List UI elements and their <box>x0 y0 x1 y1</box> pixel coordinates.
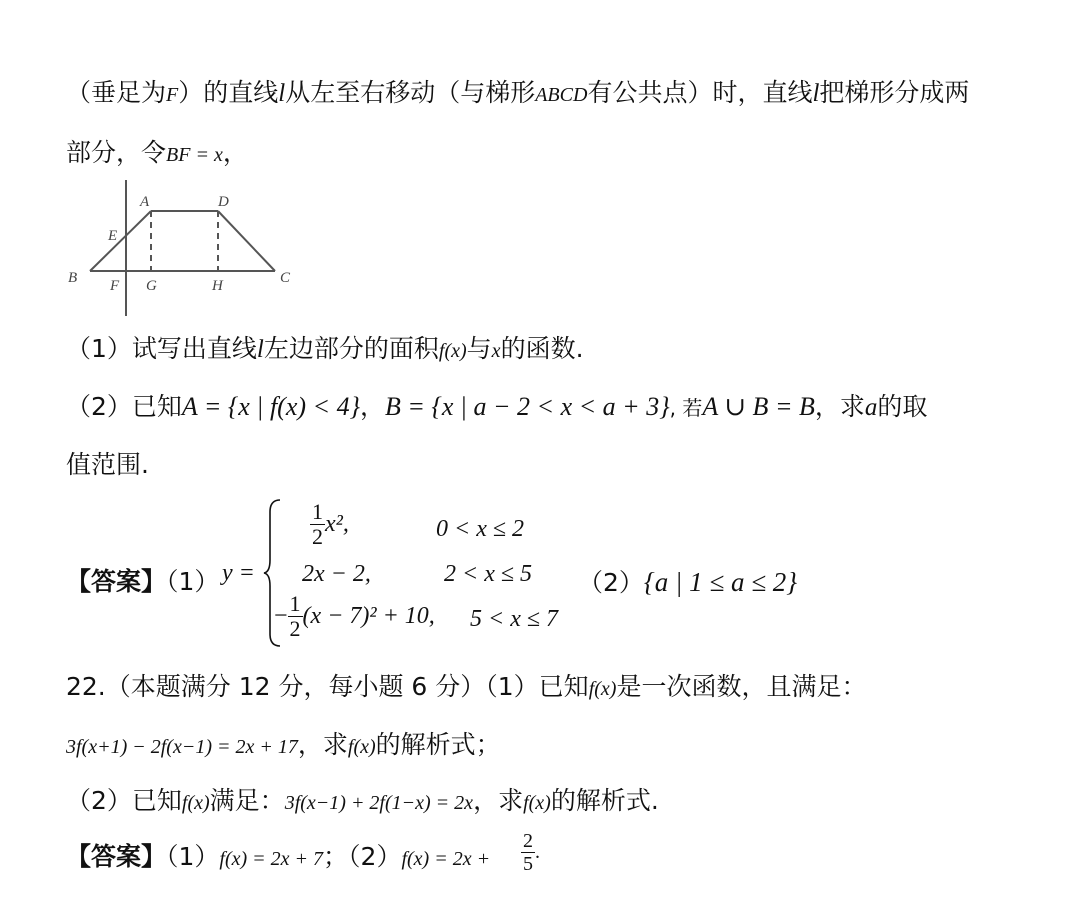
text: （1） <box>166 567 220 596</box>
text: 左边部分的面积 <box>263 334 439 363</box>
label-a: A <box>140 194 150 210</box>
problem-text-line-1 <box>66 76 969 112</box>
text: 的取 <box>877 392 928 421</box>
case-1-condition: 0 < x ≤ 2 <box>436 516 525 542</box>
text: 满足： <box>209 786 285 815</box>
question-22-line-2 <box>66 728 501 764</box>
question-2 <box>66 390 927 425</box>
trapezoid-figure <box>60 178 310 318</box>
fraction: $\frac{1}{2}$ <box>312 499 323 549</box>
var-fx: f(x) <box>347 736 376 758</box>
answer-2 <box>66 840 490 876</box>
expr-bf-x: BF = x <box>166 144 223 166</box>
var-l: l <box>812 80 820 107</box>
var-fx: f(x) <box>181 792 210 814</box>
set-b: B = {x | a − 2 < x < a + 3} <box>385 392 670 421</box>
var-ABCD: ABCD <box>535 84 588 106</box>
case-3-condition: 5 < x ≤ 7 <box>470 606 559 632</box>
label-g: G <box>146 278 157 294</box>
var-l: l <box>256 336 264 363</box>
answer-2-expr: f(x) = 2x + <box>401 848 491 870</box>
case-2-expr: 2x − 2, <box>302 561 371 587</box>
text: ，求 <box>297 730 348 759</box>
case-3-expr: − $\frac{1}{2}$ (x − 7)² + 10, <box>274 591 435 641</box>
label-h: H <box>212 278 223 294</box>
text: 部分，令 <box>66 138 167 167</box>
answer-1-expr: f(x) = 2x + 7 <box>219 848 324 870</box>
text: ，求 <box>473 786 524 815</box>
answer-1-part-2 <box>578 565 797 600</box>
question-22-line-3 <box>66 784 659 820</box>
text: （本题满分 12 分，每小题 6 分）（1）已知 <box>105 672 589 701</box>
var-l: l <box>278 80 286 107</box>
label-f: F <box>110 278 120 294</box>
label-c: C <box>280 270 291 286</box>
text: （2）已知 <box>66 392 182 421</box>
set-a: A = {x | f(x) < 4} <box>181 392 360 421</box>
text: （2）已知 <box>66 786 182 815</box>
text: （2） <box>578 568 644 597</box>
text: ，求 <box>814 392 865 421</box>
answer-1-label <box>66 565 219 599</box>
text: （垂足为 <box>66 78 167 107</box>
problem-text-line-2 <box>66 136 248 172</box>
question-number: 22. <box>66 672 106 701</box>
text: 是一次函数，且满足： <box>616 672 867 701</box>
case-1-expr: $\frac{1}{2}$ x², <box>312 499 349 549</box>
side-dc <box>218 211 275 271</box>
text: （1）试写出直线 <box>66 334 257 363</box>
question-1 <box>66 332 584 368</box>
text: ， <box>359 392 385 421</box>
text: 有公共点）时，直线 <box>587 78 813 107</box>
piecewise-y: y = <box>222 560 255 586</box>
text: 把梯形分成两 <box>819 78 970 107</box>
functional-equation-1: 3f(x+1) − 2f(x−1) = 2x + 17 <box>66 736 298 758</box>
side-ab <box>90 211 151 271</box>
text: ， <box>222 138 248 167</box>
text: 从左至右移动（与梯形 <box>285 78 536 107</box>
text: 值范围. <box>66 450 149 479</box>
text: （1） <box>166 842 220 871</box>
text: 的解析式； <box>375 730 501 759</box>
text: ）的直线 <box>178 78 279 107</box>
var-x: x <box>491 340 501 362</box>
fraction: $\frac{1}{2}$ <box>289 591 301 641</box>
var-fx: f(x) <box>438 340 467 362</box>
union-condition: A ∪ B = B <box>702 392 815 421</box>
case-2-condition: 2 < x ≤ 5 <box>444 561 533 587</box>
question-2-cont <box>66 448 149 482</box>
text: 的函数. <box>500 334 584 363</box>
text: ；（2） <box>323 842 402 871</box>
text: 与 <box>466 334 492 363</box>
label-b: B <box>68 270 78 286</box>
label-e: E <box>108 228 118 244</box>
answer-2-fraction: $\frac{2}{5}$ . <box>523 830 540 875</box>
answer-label: 【答案】 <box>66 842 167 871</box>
question-22 <box>66 670 866 706</box>
var-fx: f(x) <box>588 678 617 700</box>
functional-equation-2: 3f(x−1) + 2f(1−x) = 2x <box>284 792 474 814</box>
text: 的解析式. <box>550 786 659 815</box>
text: , 若 <box>669 396 703 420</box>
answer-label: 【答案】 <box>66 567 167 596</box>
var-fx: f(x) <box>523 792 551 814</box>
var-F: F <box>166 84 179 106</box>
label-d: D <box>218 194 229 210</box>
answer-set: {a | 1 ≤ a ≤ 2} <box>643 567 798 597</box>
var-a: a <box>864 394 878 421</box>
